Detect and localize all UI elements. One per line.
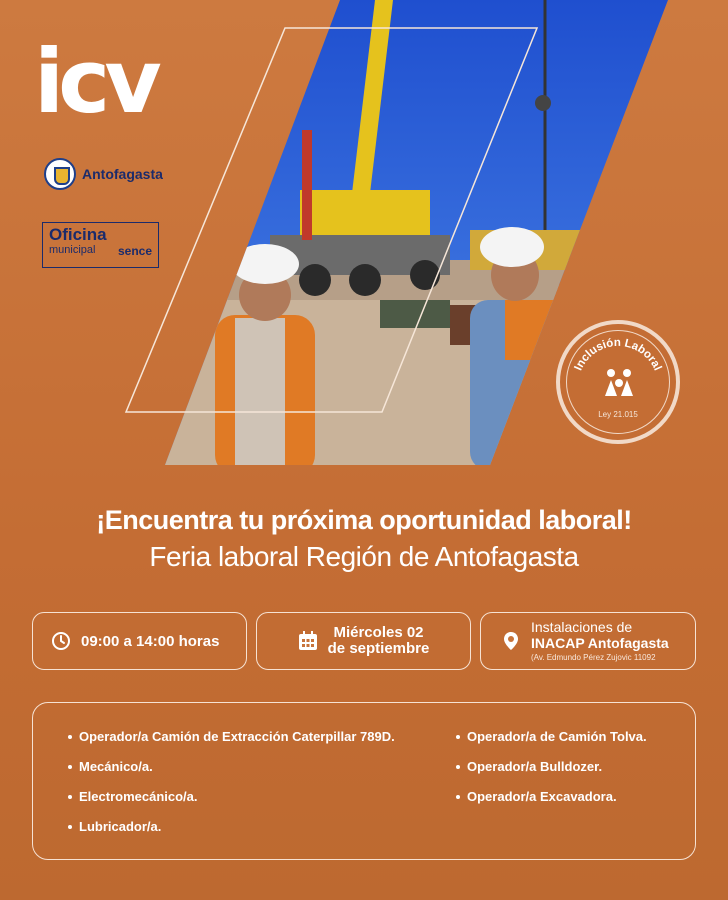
oficina-subtitle: municipal [49, 244, 96, 256]
badge-law: Ley 21.015 [598, 410, 638, 419]
calendar-icon [298, 631, 318, 651]
list-item: Operador/a de Camión Tolva. [467, 729, 647, 759]
job-list-box [32, 702, 696, 860]
list-item: Mecánico/a. [79, 759, 395, 789]
oficina-title: Oficina [49, 225, 107, 244]
list-item: Operador/a Excavadora. [467, 789, 647, 819]
list-item: Electromecánico/a. [79, 789, 395, 819]
list-item: Operador/a Camión de Extracción Caterpillar 789D. [79, 729, 395, 759]
job-list-left [79, 729, 395, 849]
place-address: (Av. Edmundo Pérez Zujovic 11092 [531, 653, 656, 662]
date-box [256, 612, 471, 670]
list-item: Lubricador/a. [79, 819, 395, 849]
people-icon [602, 368, 636, 398]
place-line-1: Instalaciones de [531, 619, 633, 635]
location-box [480, 612, 696, 670]
date-line-2: de septiembre [327, 640, 430, 657]
list-item: Operador/a Bulldozer. [467, 759, 647, 789]
sence-label: sence [117, 244, 152, 258]
date-line-1: Miércoles 02 [333, 624, 424, 641]
oficina-municipal-logo [42, 222, 159, 268]
time-box [32, 612, 247, 670]
inclusion-laboral-badge [556, 320, 680, 444]
place-line-2: INACAP Antofagasta [531, 635, 669, 651]
municipal-seal-icon [44, 158, 76, 190]
job-list-right [467, 729, 647, 819]
icv-logo: icv [34, 30, 156, 133]
time-text: 09:00 a 14:00 horas [81, 632, 220, 650]
location-pin-icon [501, 631, 521, 651]
antofagasta-logo [44, 158, 163, 190]
clock-icon [51, 631, 71, 651]
headline: ¡Encuentra tu próxima oportunidad laboral! [96, 505, 632, 535]
subheadline: Feria laboral Región de Antofagasta [149, 541, 579, 572]
badge-title: Inclusión Laboral [572, 336, 664, 373]
antofagasta-label: Antofagasta [82, 166, 163, 182]
